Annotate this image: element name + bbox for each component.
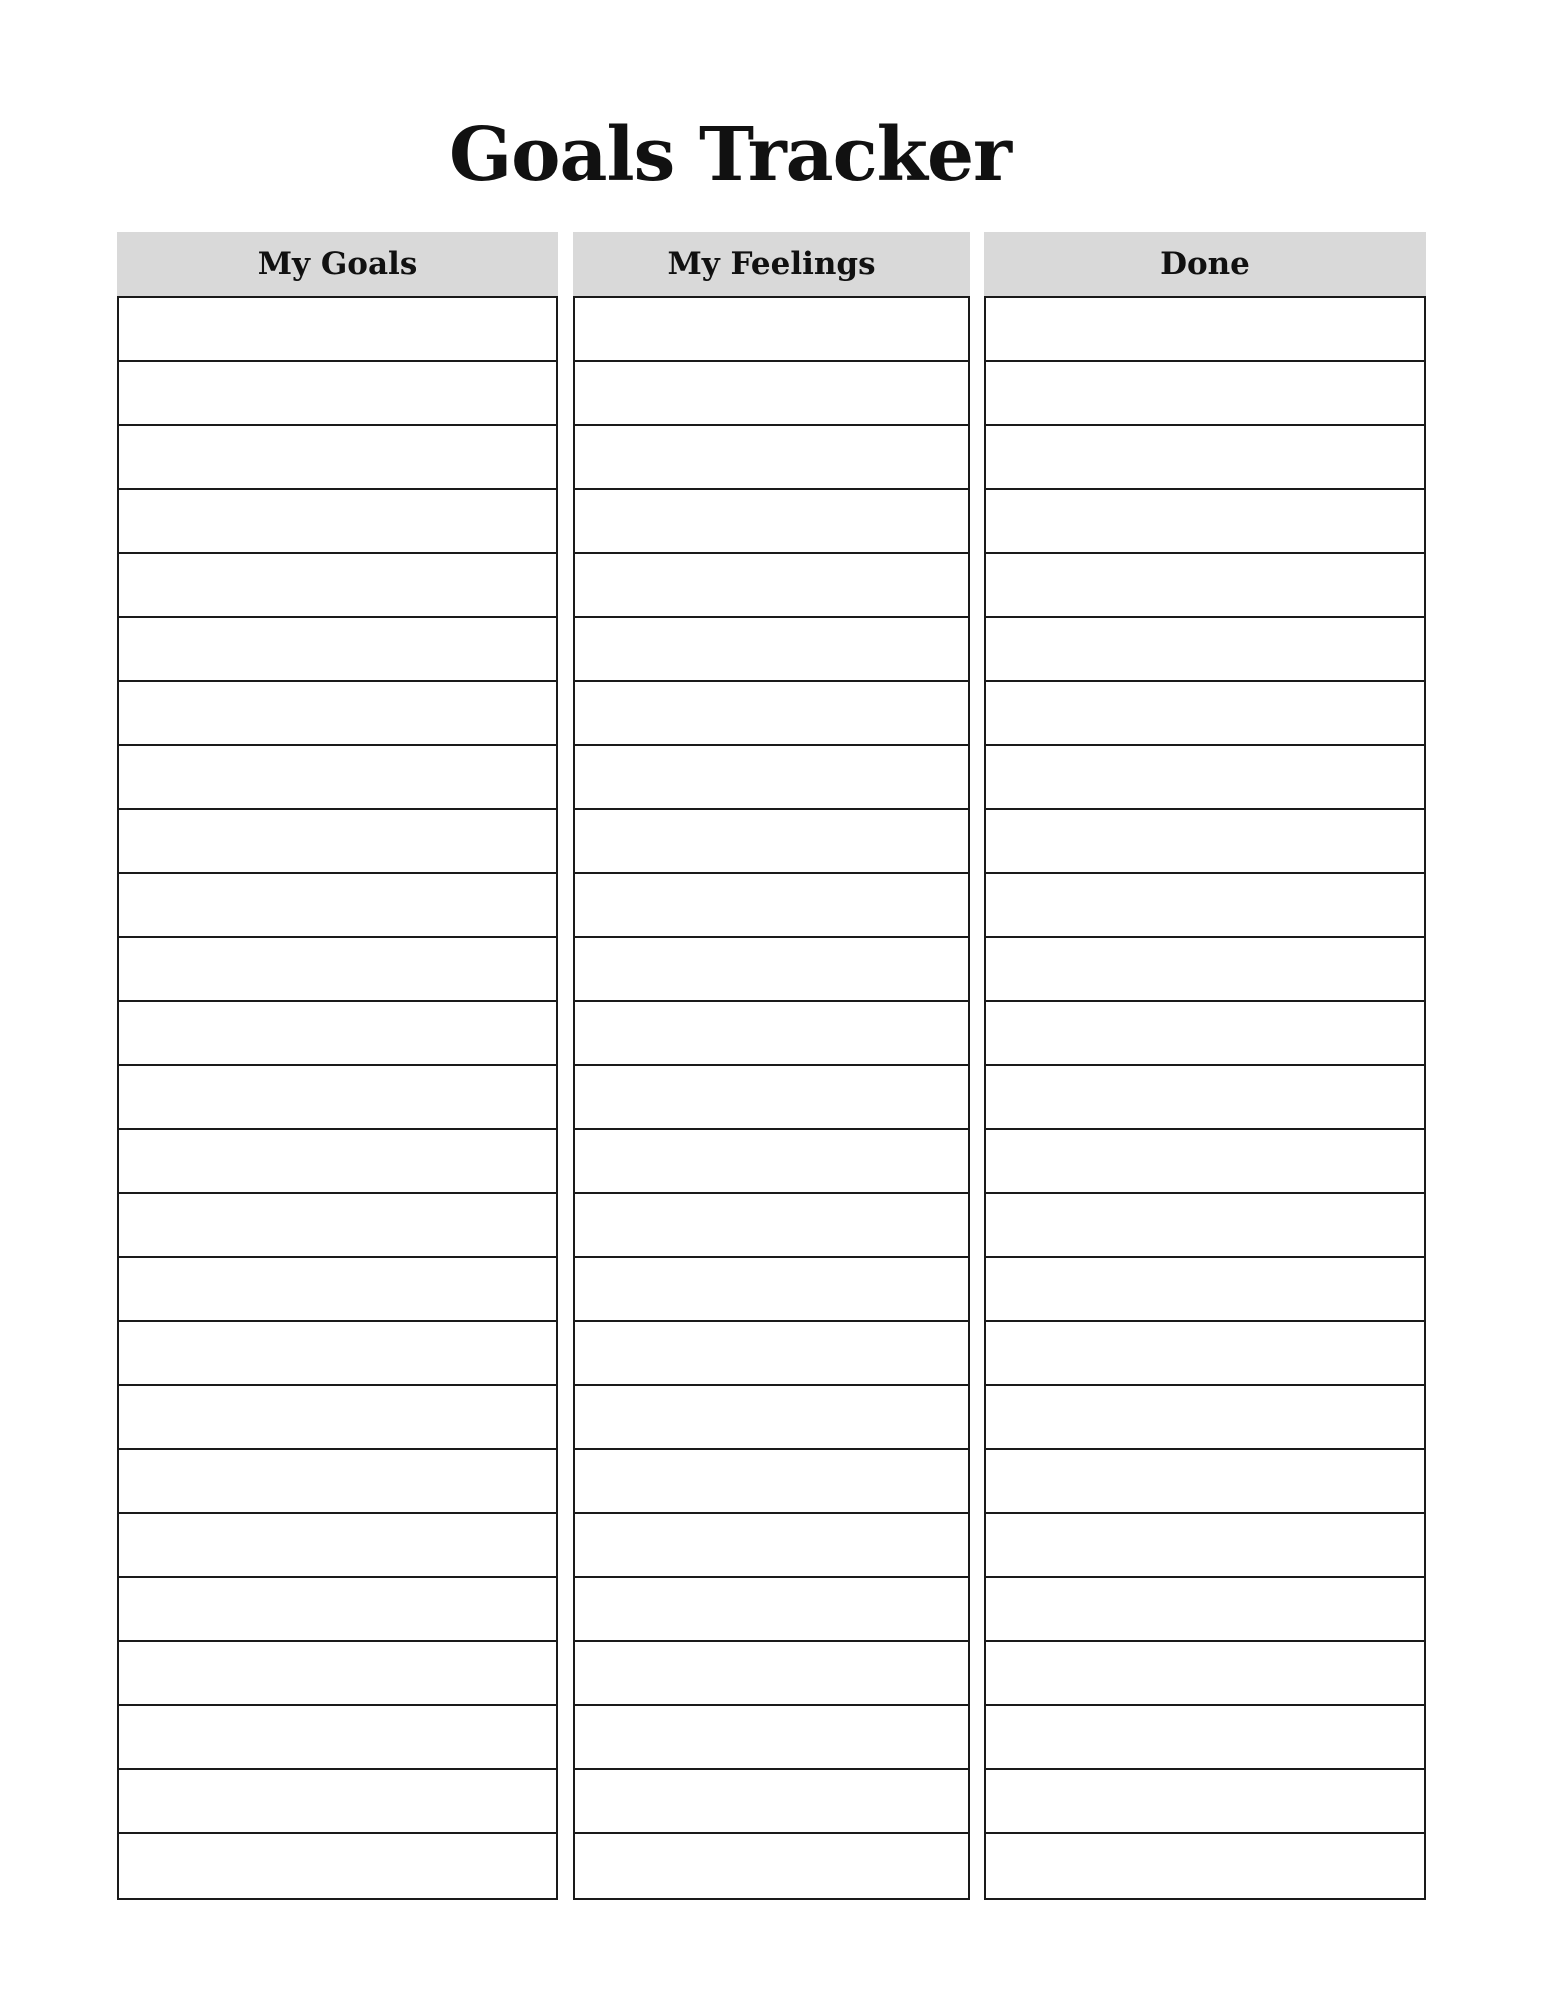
goals-entry-row[interactable] xyxy=(119,682,556,746)
feelings-entry-row[interactable] xyxy=(575,938,968,1002)
goals-entry-row[interactable] xyxy=(119,1450,556,1514)
feelings-entry-row[interactable] xyxy=(575,362,968,426)
goals-entry-row[interactable] xyxy=(119,1386,556,1450)
goals-entry-row[interactable] xyxy=(119,426,556,490)
column-header-done: Done xyxy=(984,232,1426,296)
goals-entry-row[interactable] xyxy=(119,874,556,938)
feelings-entry-row[interactable] xyxy=(575,1578,968,1642)
feelings-entry-row[interactable] xyxy=(575,874,968,938)
feelings-entry-row[interactable] xyxy=(575,1386,968,1450)
done-entry-row[interactable] xyxy=(986,1130,1424,1194)
goals-entry-row[interactable] xyxy=(119,1130,556,1194)
done-entry-row[interactable] xyxy=(986,938,1424,1002)
goals-entry-row[interactable] xyxy=(119,1514,556,1578)
done-entry-row[interactable] xyxy=(986,1258,1424,1322)
feelings-entry-row[interactable] xyxy=(575,810,968,874)
goals-entry-row[interactable] xyxy=(119,298,556,362)
feelings-entry-row[interactable] xyxy=(575,298,968,362)
goals-entry-row[interactable] xyxy=(119,1002,556,1066)
feelings-entry-row[interactable] xyxy=(575,1130,968,1194)
feelings-entry-row[interactable] xyxy=(575,618,968,682)
goals-entry-row[interactable] xyxy=(119,746,556,810)
done-entry-row[interactable] xyxy=(986,298,1424,362)
done-entry-row[interactable] xyxy=(986,746,1424,810)
feelings-entry-row[interactable] xyxy=(575,1002,968,1066)
feelings-entry-row[interactable] xyxy=(575,1514,968,1578)
goals-entry-row[interactable] xyxy=(119,1258,556,1322)
done-entry-row[interactable] xyxy=(986,874,1424,938)
column-header-my-feelings: My Feelings xyxy=(573,232,970,296)
goals-entry-row[interactable] xyxy=(119,554,556,618)
column-my-goals xyxy=(117,232,558,1900)
feelings-entry-row[interactable] xyxy=(575,1066,968,1130)
goals-entry-row[interactable] xyxy=(119,490,556,554)
feelings-entry-row[interactable] xyxy=(575,1194,968,1258)
done-entry-row[interactable] xyxy=(986,1834,1424,1898)
done-entry-row[interactable] xyxy=(986,1770,1424,1834)
done-entry-row[interactable] xyxy=(986,362,1424,426)
column-rows-my-goals xyxy=(117,296,558,1900)
goals-entry-row[interactable] xyxy=(119,1834,556,1898)
feelings-entry-row[interactable] xyxy=(575,1258,968,1322)
goals-entry-row[interactable] xyxy=(119,1066,556,1130)
goals-entry-row[interactable] xyxy=(119,1706,556,1770)
done-entry-row[interactable] xyxy=(986,1002,1424,1066)
done-entry-row[interactable] xyxy=(986,1642,1424,1706)
done-entry-row[interactable] xyxy=(986,1194,1424,1258)
feelings-entry-row[interactable] xyxy=(575,1770,968,1834)
done-entry-row[interactable] xyxy=(986,1322,1424,1386)
feelings-entry-row[interactable] xyxy=(575,1706,968,1770)
feelings-entry-row[interactable] xyxy=(575,554,968,618)
done-entry-row[interactable] xyxy=(986,810,1424,874)
column-header-my-goals: My Goals xyxy=(117,232,558,296)
feelings-entry-row[interactable] xyxy=(575,746,968,810)
goals-entry-row[interactable] xyxy=(119,1642,556,1706)
done-entry-row[interactable] xyxy=(986,1386,1424,1450)
goals-entry-row[interactable] xyxy=(119,618,556,682)
done-entry-row[interactable] xyxy=(986,1514,1424,1578)
goals-entry-row[interactable] xyxy=(119,938,556,1002)
column-my-feelings xyxy=(573,232,970,1900)
feelings-entry-row[interactable] xyxy=(575,682,968,746)
goals-entry-row[interactable] xyxy=(119,1578,556,1642)
column-rows-done xyxy=(984,296,1426,1900)
done-entry-row[interactable] xyxy=(986,426,1424,490)
goals-entry-row[interactable] xyxy=(119,810,556,874)
page-title: Goals Tracker xyxy=(448,112,1012,198)
goals-entry-row[interactable] xyxy=(119,1194,556,1258)
done-entry-row[interactable] xyxy=(986,554,1424,618)
done-entry-row[interactable] xyxy=(986,682,1424,746)
done-entry-row[interactable] xyxy=(986,618,1424,682)
done-entry-row[interactable] xyxy=(986,1706,1424,1770)
goals-entry-row[interactable] xyxy=(119,1322,556,1386)
done-entry-row[interactable] xyxy=(986,490,1424,554)
column-rows-my-feelings xyxy=(573,296,970,1900)
feelings-entry-row[interactable] xyxy=(575,490,968,554)
done-entry-row[interactable] xyxy=(986,1578,1424,1642)
feelings-entry-row[interactable] xyxy=(575,1834,968,1898)
goals-entry-row[interactable] xyxy=(119,1770,556,1834)
done-entry-row[interactable] xyxy=(986,1450,1424,1514)
done-entry-row[interactable] xyxy=(986,1066,1424,1130)
feelings-entry-row[interactable] xyxy=(575,426,968,490)
feelings-entry-row[interactable] xyxy=(575,1450,968,1514)
feelings-entry-row[interactable] xyxy=(575,1322,968,1386)
column-done xyxy=(984,232,1426,1900)
goals-entry-row[interactable] xyxy=(119,362,556,426)
feelings-entry-row[interactable] xyxy=(575,1642,968,1706)
